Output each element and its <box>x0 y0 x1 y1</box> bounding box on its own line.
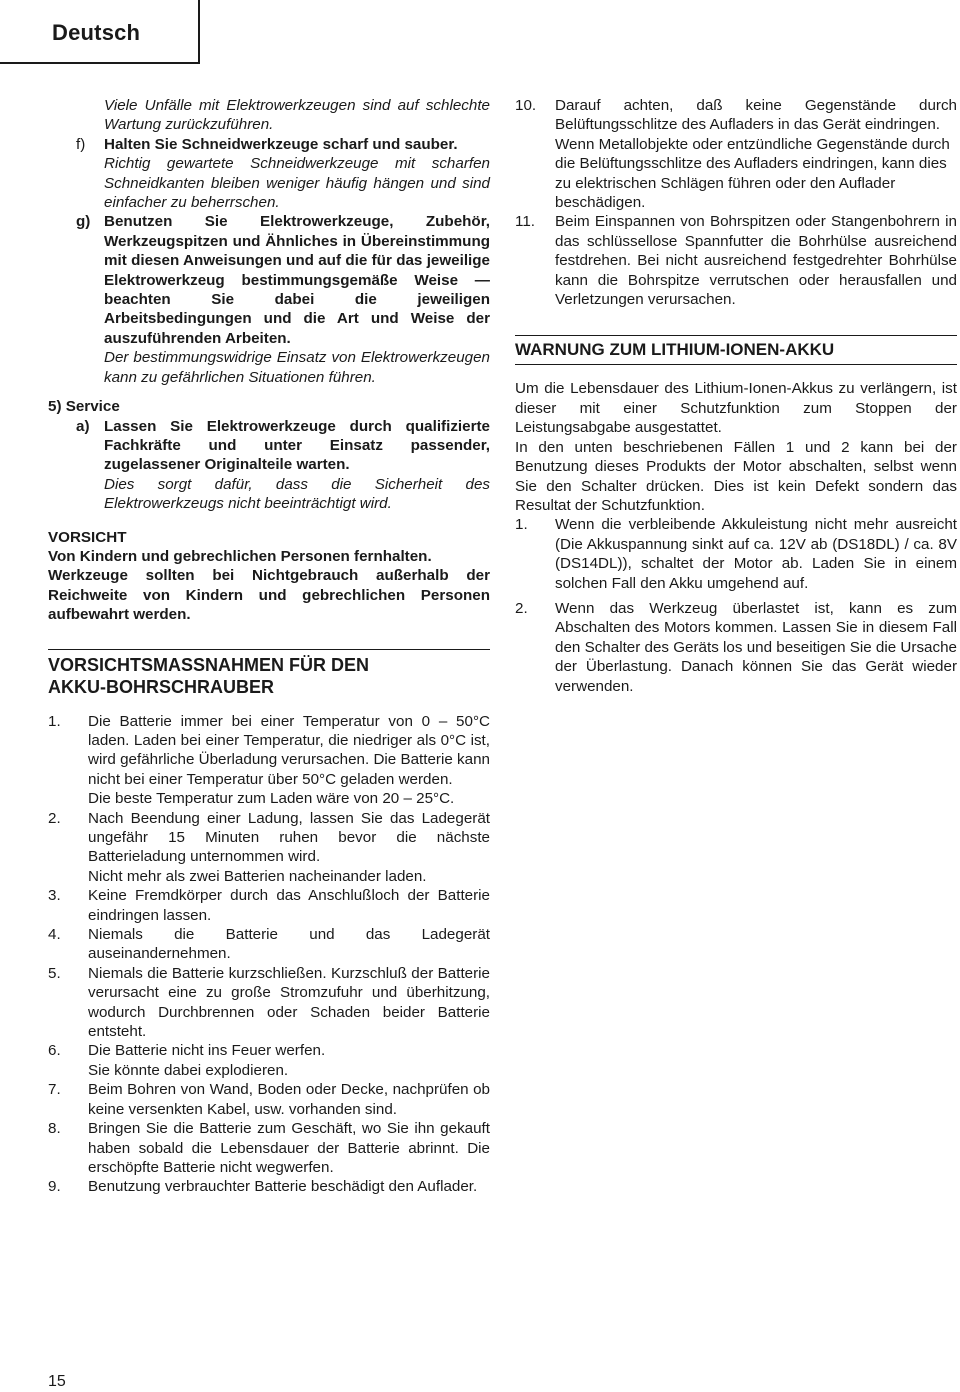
list-item-number: 1. <box>48 712 61 730</box>
item-f <box>48 135 490 213</box>
list-item <box>515 96 957 212</box>
warning-para1: Um die Lebensdauer des Lithium-Ionen-Akkus zu verlängern, ist dieser mit einer Schutzfunktion zum Stoppen der Leistungsabgabe ausgestattet. <box>515 380 957 437</box>
list-item-text: Niemals die Batterie und das Ladegerät auseinandernehmen. <box>88 926 490 963</box>
list-item-extra: Nicht mehr als zwei Batterien nacheinander laden. <box>88 867 427 885</box>
item-g-label: g) <box>76 213 91 231</box>
precautions-list-continued <box>515 96 957 309</box>
list-item <box>48 1080 490 1119</box>
list-item <box>515 599 957 696</box>
list-item-text: Die Batterie nicht ins Feuer werfen. <box>88 1042 326 1060</box>
language-label: Deutsch <box>52 20 141 45</box>
item-g-bold: Benutzen Sie Elektrowerkzeuge, Zubehör, Werkzeugspitzen und Ähnliches in Übereinstimmung mit diesen Anweisungen und auf die für das jeweilige Elektrowerkzeug bestimmungsgemäße Weise — beachten Sie dabei die jeweiligen Arbeitsbedingungen und die Art und Weise der auszuführenden Arbeiten. <box>104 213 490 347</box>
list-item-number: 8. <box>48 1120 61 1138</box>
section-rule <box>48 649 490 698</box>
item-f-italic: Richtig gewartete Schneidwerkzeuge mit scharfen Schneidkanten bleiben weniger häufig hängen und sind einfacher zu beherrschen. <box>104 155 490 212</box>
list-item-text: Die Batterie immer bei einer Temperatur von 0 – 50°C laden. Laden bei einer Temperatur, die niedriger als 0°C ist, wird gefährliche Überladung verursachen. Die Batterie kann nicht bei einer Temperatur über 50°C geladen werden. <box>88 712 490 788</box>
list-item-number: 7. <box>48 1081 61 1099</box>
list-item-number: 2. <box>48 809 61 827</box>
list-item <box>48 1177 490 1196</box>
list-item <box>48 886 490 925</box>
list-item-extra: Wenn Metallobjekte oder entzündliche Gegenstände durch die Belüftungsschlitze des Aufladers eindringen, kann dies zu elektrischen Schlägen führen oder den Auflader beschädigen. <box>555 135 950 212</box>
item-f-label: f) <box>76 135 86 153</box>
list-item-text: Darauf achten, daß keine Gegenstände durch Belüftungsschlitze des Aufladers in das Gerät eindringen. <box>555 97 957 134</box>
list-item-number: 3. <box>48 887 61 905</box>
service-a-label: a) <box>76 417 90 435</box>
section-title-line2: AKKU-BOHRSCHRAUBER <box>48 676 274 697</box>
left-column <box>48 96 490 1197</box>
list-item-number: 11. <box>515 213 535 231</box>
section-title <box>48 654 490 698</box>
warning-list <box>515 515 957 696</box>
list-item <box>48 809 490 887</box>
list-item-text: Beim Einspannen von Bohrspitzen oder Stangenbohrern in das schlüssellose Spannfutter die Bohrhülse ausreichend festdrehen. Bei nicht ausreichend festgedrehter Bohrhülse kann die Bohrspitze verrutschen oder herausfallen und Verletzungen verursachen. <box>555 213 957 309</box>
list-item <box>48 964 490 1042</box>
list-item <box>515 515 957 593</box>
list-item-text: Beim Bohren von Wand, Boden oder Decke, nachprüfen ob keine versenkten Kabel, usw. vorhanden sind. <box>88 1081 490 1118</box>
list-item <box>48 1119 490 1177</box>
list-item <box>48 712 490 809</box>
vorsicht-line1: Von Kindern und gebrechlichen Personen fernhalten. <box>48 547 432 565</box>
list-item-text: Wenn das Werkzeug überlastet ist, kann es zum Abschalten des Motors kommen. Lassen Sie in diesem Fall den Schalter des Geräts los und beseitigen Sie die Ursache der Überlastung. Danach können Sie das Gerät wieder verwenden. <box>555 599 957 695</box>
warning-para2: In den unten beschriebenen Fällen 1 und 2 kann bei der Benutzung dieses Produkts der Motor abschalten, selbst wenn Sie den Schalter drücken. Dies ist kein Defekt sondern das Resultat der Schutzfunktion. <box>515 438 957 514</box>
vorsicht-line2: Werkzeuge sollten bei Nichtgebrauch außerhalb der Reichweite von Kindern und gebrechlichen Personen aufbewahrt werden. <box>48 567 490 624</box>
service-a-bold: Lassen Sie Elektrowerkzeuge durch qualifizierte Fachkräfte und unter Einsatz passender, zugelassener Originalteile warten. <box>104 417 490 474</box>
list-item-text: Nach Beendung einer Ladung, lassen Sie das Ladegerät ungefähr 15 Minuten ruhen bevor die nächste Batterieladung unternommen wird. <box>88 809 490 866</box>
list-item-number: 9. <box>48 1178 61 1196</box>
f-intro-text: Viele Unfälle mit Elektrowerkzeugen sind auf schlechte Wartung zurückzuführen. <box>104 97 490 134</box>
warning-heading: WARNUNG ZUM LITHIUM-IONEN-AKKU <box>515 335 957 365</box>
vorsicht-heading: VORSICHT <box>48 528 127 546</box>
list-item-text: Bringen Sie die Batterie zum Geschäft, wo Sie ihn gekauft haben sobald die Lebensdauer der Batterie abrinnt. Die erschöpfte Batterie nicht wegwerfen. <box>88 1120 490 1176</box>
list-item <box>48 1041 490 1080</box>
list-item-number: 1. <box>515 516 528 534</box>
list-item-text: Wenn die verbleibende Akkuleistung nicht mehr ausreicht (Die Akkuspannung sinkt auf ca. 12V ab (DS18DL) / ca. 8V (DS14DL)), schaltet der Motor ab. Laden Sie in einem solchen Fall den Akku umgehend auf. <box>555 516 957 592</box>
list-item-extra: Die beste Temperatur zum Laden wäre von 20 – 25°C. <box>88 790 455 808</box>
list-item-number: 2. <box>515 599 528 617</box>
service-item-a <box>48 417 490 514</box>
list-item-number: 6. <box>48 1042 61 1060</box>
list-item-text: Keine Fremdkörper durch das Anschlußloch der Batterie eindringen lassen. <box>88 887 490 924</box>
item-g <box>48 212 490 387</box>
list-item <box>515 212 957 309</box>
service-a-italic: Dies sorgt dafür, dass die Sicherheit des Elektrowerkzeugs nicht beeinträchtigt wird. <box>104 475 490 513</box>
item-f-bold: Halten Sie Schneidwerkzeuge scharf und sauber. <box>104 135 458 153</box>
service-heading: 5) Service <box>48 398 120 416</box>
page-number: 15 <box>48 1373 66 1390</box>
list-item-extra: Sie könnte dabei explodieren. <box>88 1061 289 1079</box>
list-item-text: Niemals die Batterie kurzschließen. Kurzschluß der Batterie verursacht eine zu große Stromzufuhr und überhitzung, wodurch Durchbrennen oder Schaden beider Batterie entsteht. <box>88 964 490 1041</box>
list-item-number: 4. <box>48 926 61 944</box>
list-item <box>48 925 490 964</box>
list-item-number: 10. <box>515 97 537 114</box>
list-item-text: Benutzung verbrauchter Batterie beschädigt den Auflader. <box>88 1178 478 1196</box>
list-item-number: 5. <box>48 964 61 982</box>
right-column <box>515 96 957 696</box>
item-g-italic: Der bestimmungswidrige Einsatz von Elektrowerkzeugen kann zu gefährlichen Situationen führen. <box>104 349 490 386</box>
section-title-line1: VORSICHTSMASSNAHMEN FÜR DEN <box>48 654 370 675</box>
language-tab <box>0 0 200 64</box>
precautions-list <box>48 712 490 1197</box>
